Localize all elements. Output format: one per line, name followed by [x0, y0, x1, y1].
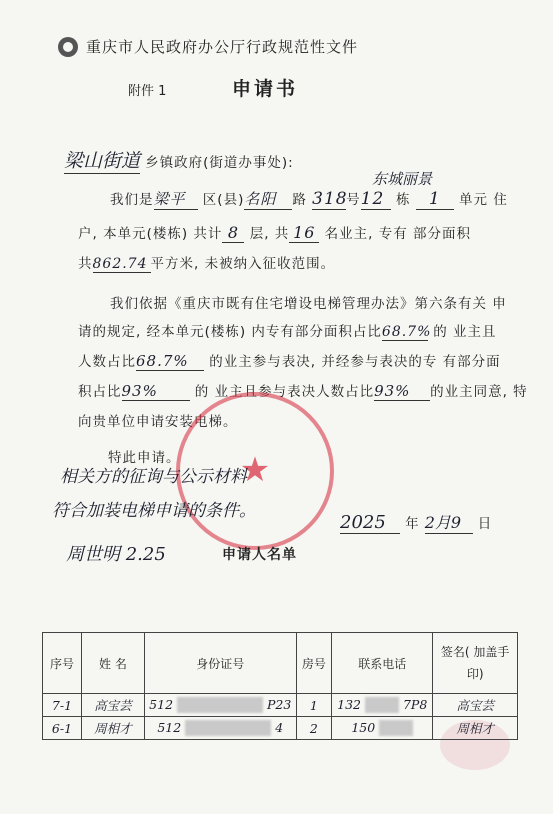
building-hand: 12: [361, 189, 391, 210]
col-header-room: 房号: [296, 633, 332, 694]
date-year-label: 年: [405, 516, 420, 532]
cell-name: 周相才: [81, 717, 144, 740]
col-header-phone: 联系电话: [332, 633, 433, 694]
date-day-label: 日: [477, 516, 493, 532]
p2-line1: 我们依据《重庆市既有住宅增设电梯管理办法》第六条有关 申: [110, 296, 507, 312]
org-title: 重庆市人民政府办公厅行政规范性文件: [86, 38, 359, 56]
col-header-seq: 序号: [43, 633, 82, 694]
p2-line3-b: 的业主参与表决, 并经参与表决的专 有部分面: [209, 354, 501, 370]
phone-suffix: 7P8: [402, 696, 428, 712]
unit-label: 单元 住: [459, 192, 508, 208]
p2-line3-a: 人数占比: [78, 354, 136, 370]
col-header-id: 身份证号: [144, 633, 296, 694]
road-hand: 名阳: [244, 188, 292, 210]
table-row: [43, 717, 518, 740]
redacted-block: [379, 720, 413, 736]
handwritten-signature: 周世明 2.25: [66, 544, 166, 565]
ratio2-hand: 68.7%: [136, 352, 204, 371]
p1-prefix: 我们是: [110, 192, 154, 208]
redacted-block: [185, 720, 271, 736]
attachment-label: 附件 1: [128, 84, 167, 99]
redacted-block: [177, 697, 263, 713]
seal-star-icon: ★: [239, 450, 271, 490]
applicant-table: [42, 632, 518, 740]
p1-line2-c: 名业主, 专有 部分面积: [324, 226, 471, 242]
cell-seq: 6-1: [43, 717, 82, 740]
p2-line4-c: 的业主同意, 特: [430, 384, 528, 400]
owners-hand: 16: [289, 223, 319, 243]
p2-line4-b: 的 业主且参与表决人数占比: [194, 384, 375, 400]
addressee-suffix: 乡镇政府(街道办事处):: [145, 155, 294, 171]
date-line: [340, 510, 492, 534]
cell-room: 1: [296, 694, 332, 717]
document-header: [58, 36, 358, 57]
p1-line2-a: 户, 本单元(楼栋) 共计: [78, 226, 223, 242]
number-hand: 318: [312, 189, 348, 209]
community-hand: 东城丽景: [372, 170, 433, 188]
document-title: 申请书: [232, 78, 299, 100]
p1-line1: [110, 188, 508, 210]
p2-line3: [78, 350, 501, 371]
cell-phone: [332, 717, 433, 740]
date-month-hand: 2月9: [425, 510, 473, 534]
p1-line3: [78, 252, 335, 273]
col-header-name: 姓 名: [81, 633, 144, 694]
redacted-block: [365, 697, 399, 713]
ratio4-hand: 93%: [374, 382, 430, 401]
district-label: 区(县): [202, 192, 245, 208]
id-suffix: 4: [275, 719, 284, 735]
ratio3-hand: 93%: [122, 382, 190, 401]
cell-id: [144, 694, 296, 717]
p2-line4-a: 积占比: [78, 384, 122, 400]
building-label: 栋: [395, 192, 411, 208]
p2-line2-a: 请的规定, 经本单元(楼栋) 内专有部分面积占比: [78, 324, 382, 340]
cell-phone: [332, 694, 433, 717]
p1-line2-b: 层, 共: [249, 226, 290, 242]
id-prefix: 512: [149, 696, 174, 712]
cell-id: [144, 717, 296, 740]
p1-line3-b: 平方米, 未被纳入征收范围。: [150, 256, 336, 272]
road-label: 路: [292, 192, 307, 208]
hand-note-2: 符合加装电梯申请的条件。: [52, 501, 256, 521]
floors-hand: 8: [222, 223, 244, 243]
id-suffix: P23: [267, 696, 292, 712]
p2-line4: [78, 380, 528, 401]
cell-sign: 高宝芸: [433, 694, 518, 717]
p2-line2: [78, 320, 497, 341]
hand-note-1: 相关方的征询与公示材料: [60, 467, 247, 487]
phone-prefix: 132: [337, 696, 362, 712]
applicant-list-title: 申请人名单: [222, 547, 297, 563]
area-hand: 862.74: [93, 256, 151, 273]
cell-sign: 周相才: [433, 717, 518, 740]
p1-line3-a: 共: [78, 256, 93, 272]
table-header-row: [43, 633, 518, 694]
table-row: [43, 694, 518, 717]
p2-line5: 向贵单位申请安装电梯。: [78, 414, 238, 430]
id-prefix: 512: [157, 719, 182, 735]
addressee-line: [64, 146, 294, 174]
district-hand: 梁平: [154, 188, 198, 210]
p2-line2-b: 的 业主且: [433, 324, 497, 340]
ratio1-hand: 68.7%: [381, 324, 432, 340]
cell-room: 2: [296, 717, 332, 740]
phone-prefix: 150: [351, 719, 376, 735]
special-request: 特此申请。: [108, 450, 181, 466]
unit-hand: 1: [416, 189, 454, 210]
date-year-hand: 2025: [340, 512, 400, 534]
col-header-sign: 签名( 加盖手印): [433, 633, 518, 694]
cell-seq: 7-1: [43, 694, 82, 717]
p1-line2: [78, 222, 471, 243]
cell-name: 高宝芸: [81, 694, 144, 717]
addressee-hand: 梁山街道: [64, 146, 140, 174]
number-label: 号: [346, 192, 361, 208]
national-emblem-icon: [58, 37, 78, 57]
